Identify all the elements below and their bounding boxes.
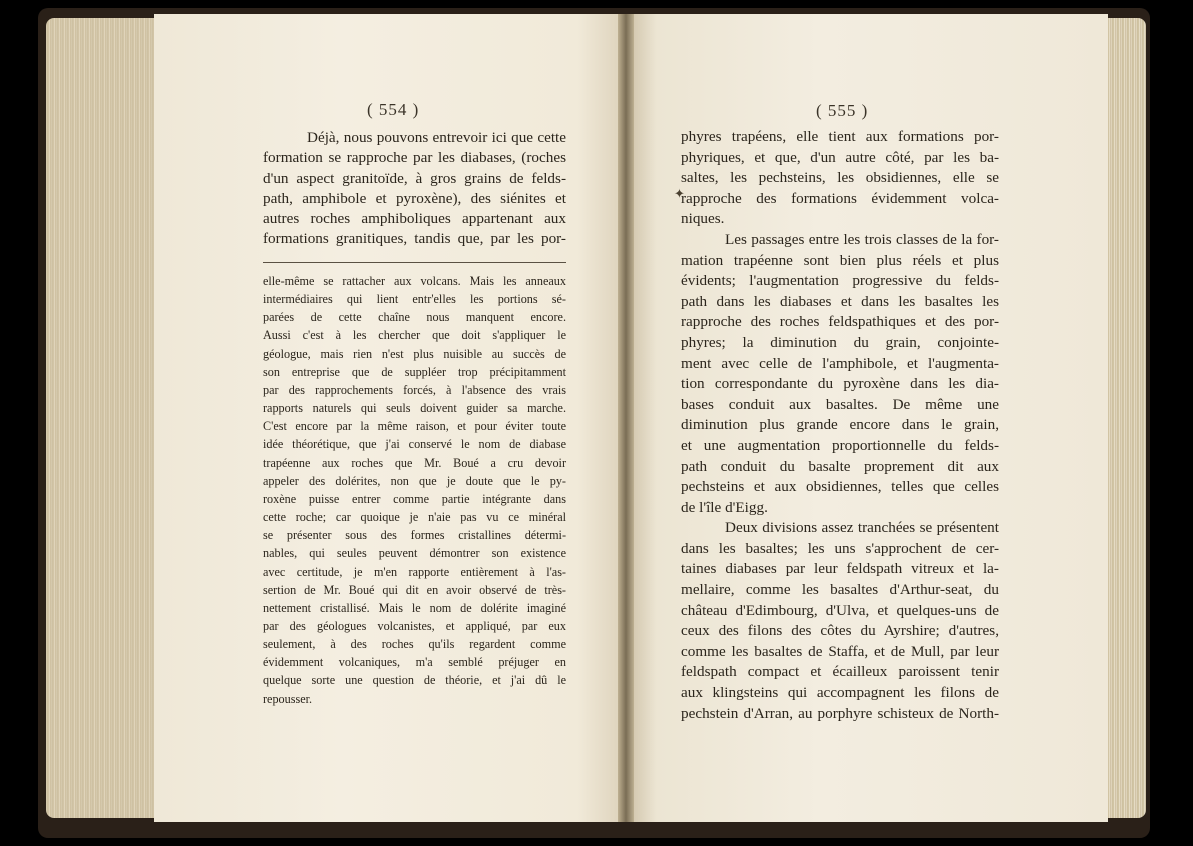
text-line: phyres trapéens, elle tient aux formations por- <box>681 128 999 145</box>
text-line: pechstein d'Arran, au porphyre schisteux de North- <box>681 704 999 722</box>
note-line: quelque sorte une question de théorie, et j'ai dû le <box>263 673 566 688</box>
left-footnote <box>263 272 566 708</box>
note-line: évidemment volcaniques, m'a semblé préjuger en <box>263 655 566 670</box>
left-page-edges <box>46 18 156 818</box>
margin-mark: ✦ <box>674 186 685 201</box>
text-line: d'un aspect granitoïde, à gros grains de felds- <box>263 169 566 187</box>
text-line: feldspath compact et écailleux paroissent tenir <box>681 663 999 681</box>
left-main-text <box>263 128 566 250</box>
note-line: C'est encore par la même raison, et pour éviter toute <box>263 419 566 434</box>
text-line: path conduit du basalte proprement dit aux <box>681 457 999 475</box>
note-line: seulement, à des roches qu'ils regardent comme <box>263 637 566 652</box>
note-line: sertion de Mr. Boué qui dit en avoir observé de très- <box>263 582 566 597</box>
text-line: ment avec celle de l'amphibole, et l'augmenta- <box>681 354 999 372</box>
note-line: appeler des dolérites, non que je doute que le py- <box>263 473 566 488</box>
note-line: nables, qui seules peuvent démontrer son existence <box>263 546 566 561</box>
note-line: se présenter sous des formes cristallines détermi- <box>263 528 566 543</box>
book-gutter <box>618 14 634 822</box>
note-line: roxène puisse entrer comme partie intégrante dans <box>263 491 566 506</box>
text-line: phyriques, et que, d'un autre côté, par les ba- <box>681 148 999 166</box>
text-line: bases conduit aux basaltes. De même une <box>681 395 999 413</box>
text-line: mation trapéenne sont bien plus réels et plus <box>681 251 999 269</box>
note-line: géologue, mais rien n'est plus nuisible au succès de <box>263 346 566 361</box>
right-page-number: ( 555 ) <box>816 101 869 120</box>
note-line: par des rapprochements forcés, à l'absence des vrais <box>263 382 566 397</box>
text-line: évidents; l'augmentation progressive du felds- <box>681 272 999 290</box>
text-line: tion correspondante du pyroxène dans les dia- <box>681 375 999 393</box>
text-line: ceux des filons des côtes du Ayrshire; d'autres, <box>681 622 999 640</box>
note-line: cette roche; car quoique je n'aie pas vu ce minéral <box>263 510 566 525</box>
text-line: diminution plus grande encore dans le grain, <box>681 416 999 434</box>
note-line: idée théorétique, que j'ai conservé le nom de diabase <box>263 437 566 452</box>
text-line: niques. <box>681 210 725 228</box>
note-line: son entreprise que de suppléer trop précipitamment <box>263 364 566 379</box>
note-line: par des géologues volcanistes, et appliqué, par eux <box>263 618 566 633</box>
note-line: repousser. <box>263 691 313 706</box>
text-line: autres roches amphiboliques appartenant aux <box>263 210 566 228</box>
text-line: mellaire, comme les basaltes d'Arthur-seat, du <box>681 581 999 599</box>
text-line: taines diabases par leur feldspath vitreux et la- <box>681 560 999 578</box>
footnote-rule <box>263 262 566 263</box>
note-line: parées de cette chaîne nous manquent encore. <box>263 310 566 325</box>
note-line: elle-même se rattacher aux volcans. Mais les anneaux <box>263 274 566 288</box>
text-line: phyres; la diminution du grain, conjointe- <box>681 333 999 351</box>
text-line: formation se rapproche par les diabases, (roches <box>263 149 566 167</box>
text-line: pechsteins et aux obsidiennes, telles que celles <box>681 478 999 496</box>
text-line: rapproche des roches feldspathiques et des por- <box>681 313 999 331</box>
note-line: nettement cristallisé. Mais le nom de dolérite imaginé <box>263 600 566 615</box>
left-page-number: ( 554 ) <box>367 100 420 119</box>
note-line: trapéenne aux roches que Mr. Boué a cru devoir <box>263 455 566 470</box>
text-line: dans les basaltes; les uns s'approchent de cer- <box>681 539 999 557</box>
text-line: aux klingsteins qui accompagnent les filons de <box>681 684 999 702</box>
text-line: path dans les diabases et dans les basaltes les <box>681 292 999 310</box>
text-line: rapproche des formations évidemment volca- <box>681 189 999 207</box>
note-line: rapports naturels qui seuls doivent guider sa marche. <box>263 401 566 416</box>
text-line: saltes, les pechsteins, les obsidiennes, elle se <box>681 169 999 187</box>
note-line: intermédiaires qui lient entr'elles les portions sé- <box>263 292 566 307</box>
text-line: château d'Edimbourg, d'Ulva, et quelques-uns de <box>681 601 999 619</box>
text-line: Les passages entre les trois classes de la for- <box>725 230 999 248</box>
text-line: comme les basaltes de Staffa, et de Mull, par leur <box>681 642 999 660</box>
text-line: et une augmentation proportionnelle du felds- <box>681 436 999 454</box>
text-line: path, amphibole et pyroxène), des siénites et <box>263 189 566 207</box>
text-line: Deux divisions assez tranchées se présentent <box>725 519 999 537</box>
right-page-edges <box>1106 18 1146 818</box>
text-line: Déjà, nous pouvons entrevoir ici que cette <box>307 129 566 146</box>
note-line: Aussi c'est à les chercher que doit s'appliquer le <box>263 328 566 343</box>
text-line: formations granitiques, tandis que, par les por- <box>263 230 566 248</box>
right-main-text <box>681 127 999 724</box>
note-line: avec certitude, je m'en rapporte entièrement à l'as- <box>263 564 566 579</box>
text-line: de l'île d'Eigg. <box>681 498 768 516</box>
